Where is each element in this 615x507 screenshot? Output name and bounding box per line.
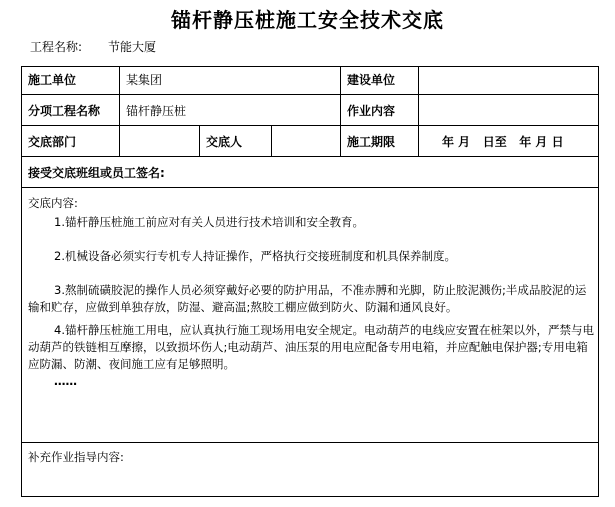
col-divider (199, 125, 200, 156)
handover-table (21, 66, 599, 497)
work-content-label: 作业内容 (347, 104, 396, 118)
row-divider (22, 125, 598, 126)
row-divider (22, 94, 598, 95)
spacer (28, 265, 594, 282)
owner-unit-label: 建设单位 (347, 73, 396, 87)
project-line (30, 38, 156, 55)
row-divider (22, 156, 598, 157)
construction-unit-label: 施工单位 (28, 73, 77, 87)
construction-unit-value: 某集团 (126, 73, 163, 87)
document-title: 锚杆静压桩施工安全技术交底 (171, 8, 444, 32)
content-item-1: 1.锚杆静压桩施工前应对有关人员进行技术培训和安全教育。 (54, 215, 364, 229)
col-divider (119, 67, 120, 156)
row-divider (22, 442, 598, 443)
period-label: 施工期限 (347, 135, 396, 149)
content-item-4: 4.锚杆静压桩施工用电，应认真执行施工现场用电安全规定。电动葫芦的电线应安置在桩架以外，严禁与电动葫芦的铁链相互摩擦，以致损坏伤人;电动葫芦、油压泵的用电应配备专用电箱，并应配触电保护器;专用电箱应防漏、防潮、夜间施工应有足够照明。 (28, 323, 594, 371)
row-divider (22, 187, 598, 188)
handover-person-label: 交底人 (206, 135, 243, 149)
project-name-value: 节能大厦 (108, 40, 157, 54)
content-heading: 交底内容: (28, 196, 78, 210)
col-divider (418, 67, 419, 156)
content-item-2: 2.机械设备必须实行专机专人持证操作，严格执行交接班制度和机具保养制度。 (54, 249, 456, 263)
project-name-label: 工程名称: (30, 40, 83, 54)
sub-project-label: 分项工程名称 (28, 104, 101, 118)
spacer (28, 231, 594, 248)
handover-content (28, 195, 594, 390)
supplement-label: 补充作业指导内容: (28, 450, 124, 464)
period-value: 年 月 日至 年 月 日 (442, 135, 564, 149)
receiver-signature-label: 接受交底班组或员工签名: (28, 166, 165, 180)
col-divider (340, 67, 341, 156)
sub-project-value: 锚杆静压桩 (126, 104, 187, 118)
col-divider (271, 125, 272, 156)
content-item-3: 3.熬制硫磺胶泥的操作人员必须穿戴好必要的防护用品，不准赤膊和光脚，防止胶泥溅伤;半成品胶泥的运输和贮存，应做到单独存放，防湿、避高温;熬胶工棚应做到防火、防漏和通风良好。 (28, 283, 587, 314)
content-ellipsis: …… (54, 374, 77, 388)
handover-dept-label: 交底部门 (28, 135, 77, 149)
